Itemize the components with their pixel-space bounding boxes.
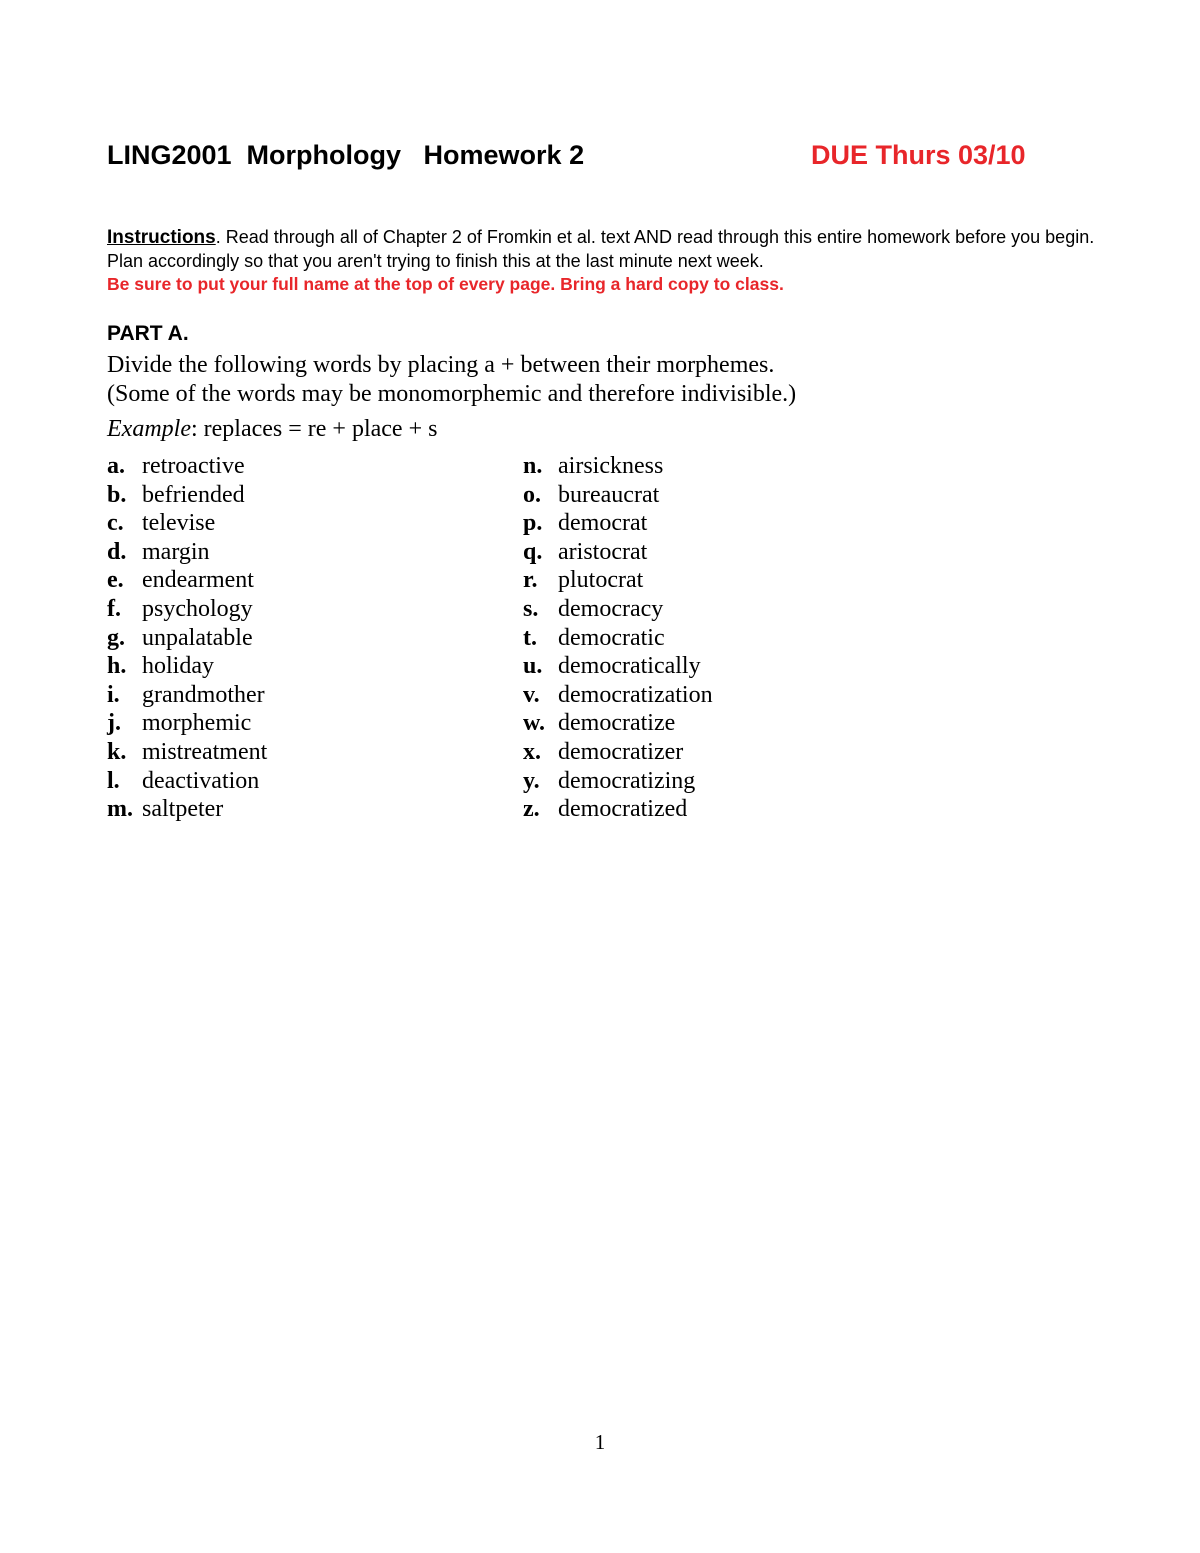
instructions-block [107,226,1107,297]
word-letter: n. [523,453,543,479]
word-list-item [523,767,713,796]
word-letter: h. [107,653,127,680]
word-letter: a. [107,453,125,479]
word-list-item [523,652,713,681]
word-list-item [107,624,267,653]
part-a-directions [107,351,1107,409]
word-text: televise [142,510,216,537]
page-number: 1 [594,1430,606,1454]
word-text: democratized [558,796,688,823]
directions-line-2: (Some of the words may be monomorphemic and therefore indivisible.) [107,381,797,407]
instructions-label: Instructions [107,227,216,248]
word-text: democratizing [558,767,696,794]
word-list-item [523,709,713,738]
word-letter: y. [523,767,540,794]
word-text: democratize [558,710,676,737]
word-list-item [523,681,713,710]
word-list-item [107,481,267,510]
word-letter: u. [523,653,543,680]
word-text: deactivation [142,767,260,794]
word-text: grandmother [142,681,265,708]
instructions-warning: Be sure to put your full name at the top of every page. Bring a hard copy to class. [107,274,784,294]
word-text: unpalatable [142,624,253,651]
example-text: : replaces = re + place + s [190,416,438,442]
word-text: democratizer [558,738,684,765]
word-letter: c. [107,510,124,537]
example-line [107,416,437,443]
word-letter: p. [523,510,543,537]
word-list-item [523,481,713,510]
word-list-item [107,452,267,481]
word-letter: v. [523,681,540,708]
word-list-item [523,795,713,824]
word-text: democrat [558,510,648,537]
word-letter: d. [107,538,127,565]
word-list-item [523,595,713,624]
word-letter: s. [523,595,539,622]
word-letter: o. [523,481,541,508]
document-header [107,140,1037,176]
word-list-item [523,509,713,538]
word-list-item [523,738,713,767]
word-list-item [523,538,713,567]
word-letter: j. [107,710,121,737]
word-letter: t. [523,624,537,651]
word-letter: r. [523,567,538,594]
word-text: morphemic [142,710,252,737]
word-list-item [107,652,267,681]
word-list-right [523,452,713,824]
word-text: democratization [558,681,713,708]
word-list-item [523,452,713,481]
word-text: befriended [142,481,245,508]
word-text: holiday [142,653,214,680]
word-letter: l. [107,767,120,794]
word-list-item [107,509,267,538]
word-letter: i. [107,681,120,708]
word-letter: b. [107,481,127,508]
word-list-left [107,452,267,824]
word-text: bureaucrat [558,481,660,508]
word-list-item [523,566,713,595]
word-list-item [107,538,267,567]
word-letter: w. [523,710,546,737]
word-letter: e. [107,567,124,594]
word-letter: z. [523,796,540,823]
word-list-item [107,566,267,595]
word-text: airsickness [558,453,664,479]
instructions-text: . Read through all of Chapter 2 of Fromkin et al. text AND read through this entire homework before you begin. Plan accordingly so that you aren't trying to finish this at the last minute next week. [107,227,1095,271]
word-list-item [107,738,267,767]
word-letter: x. [523,738,541,765]
word-list-item [107,595,267,624]
word-list-item [107,767,267,796]
word-letter: f. [107,595,121,622]
course-title: LING2001 Morphology Homework 2 [107,140,585,170]
word-list-item [523,624,713,653]
word-text: democratically [558,653,701,680]
word-text: democratic [558,624,665,651]
word-text: plutocrat [558,567,644,594]
due-date: DUE Thurs 03/10 [811,140,1026,170]
example-label: Example [107,416,191,442]
word-text: retroactive [142,453,245,479]
word-letter: k. [107,738,127,765]
word-text: margin [142,538,210,565]
word-text: mistreatment [142,738,268,765]
word-letter: q. [523,538,543,565]
word-letter: m. [107,796,133,823]
word-text: saltpeter [142,796,224,823]
word-text: endearment [142,567,254,594]
part-a-heading: PART A. [107,322,189,345]
word-text: psychology [142,595,253,622]
word-letter: g. [107,624,125,651]
word-text: democracy [558,595,664,622]
word-list-item [107,709,267,738]
word-list-item [107,681,267,710]
word-text: aristocrat [558,538,648,565]
directions-line-1: Divide the following words by placing a + between their morphemes. [107,352,775,378]
word-list-item [107,795,267,824]
